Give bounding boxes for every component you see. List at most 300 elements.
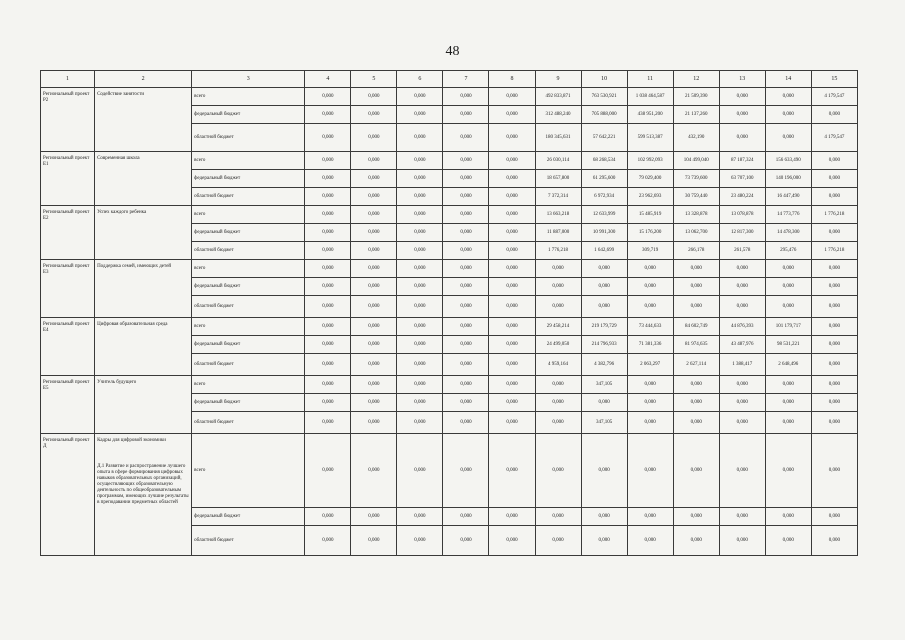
funding-source-cell: федеральный бюджет [192, 278, 305, 296]
value-cell-col-10: 0,000 [581, 434, 627, 508]
value-cell-col-4: 0,000 [305, 88, 351, 106]
value-cell-col-12: 13 062,700 [673, 224, 719, 242]
value-cell-col-6: 0,000 [397, 296, 443, 318]
funding-source-cell: всего [192, 434, 305, 508]
value-cell-col-5: 0,000 [351, 526, 397, 556]
value-cell-col-12: 0,000 [673, 296, 719, 318]
value-cell-col-8: 0,000 [489, 88, 535, 106]
value-cell-col-5: 0,000 [351, 88, 397, 106]
value-cell-col-11: 73 444,633 [627, 318, 673, 336]
value-cell-col-13: 0,000 [719, 394, 765, 412]
measure-cell: Поддержка семей, имеющих детей [95, 260, 192, 318]
column-number-3: 3 [192, 71, 305, 88]
value-cell-col-5: 0,000 [351, 376, 397, 394]
value-cell-col-6: 0,000 [397, 336, 443, 354]
funding-source-cell: областной бюджет [192, 526, 305, 556]
funding-source-cell: всего [192, 152, 305, 170]
value-cell-col-4: 0,000 [305, 242, 351, 260]
value-cell-col-14: 0,000 [765, 376, 811, 394]
value-cell-col-5: 0,000 [351, 206, 397, 224]
value-cell-col-10: 0,000 [581, 260, 627, 278]
column-number-5: 5 [351, 71, 397, 88]
value-cell-col-9: 492 833,871 [535, 88, 581, 106]
value-cell-col-5: 0,000 [351, 106, 397, 124]
funding-source-cell: федеральный бюджет [192, 394, 305, 412]
budget-table-body [41, 88, 858, 556]
value-cell-col-9: 0,000 [535, 260, 581, 278]
value-cell-col-4: 0,000 [305, 124, 351, 152]
value-cell-col-14: 98 531,221 [765, 336, 811, 354]
value-cell-col-11: 102 992,093 [627, 152, 673, 170]
value-cell-col-13: 13 078,878 [719, 206, 765, 224]
value-cell-col-11: 599 513,387 [627, 124, 673, 152]
funding-source-cell: всего [192, 260, 305, 278]
value-cell-col-4: 0,000 [305, 354, 351, 376]
value-cell-col-15: 0,000 [811, 336, 857, 354]
value-cell-col-8: 0,000 [489, 206, 535, 224]
value-cell-col-14: 0,000 [765, 508, 811, 526]
table-row [41, 318, 858, 336]
value-cell-col-12: 13 328,878 [673, 206, 719, 224]
value-cell-col-9: 11 887,000 [535, 224, 581, 242]
value-cell-col-15: 0,000 [811, 106, 857, 124]
value-cell-col-12: 0,000 [673, 376, 719, 394]
value-cell-col-9: 0,000 [535, 434, 581, 508]
value-cell-col-9: 0,000 [535, 296, 581, 318]
funding-source-cell: федеральный бюджет [192, 508, 305, 526]
value-cell-col-5: 0,000 [351, 242, 397, 260]
value-cell-col-13: 43 487,976 [719, 336, 765, 354]
value-cell-col-9: 24 499,050 [535, 336, 581, 354]
table-row [41, 260, 858, 278]
value-cell-col-11: 23 962,693 [627, 188, 673, 206]
value-cell-col-12: 73 739,600 [673, 170, 719, 188]
value-cell-col-5: 0,000 [351, 296, 397, 318]
value-cell-col-12: 0,000 [673, 508, 719, 526]
value-cell-col-4: 0,000 [305, 296, 351, 318]
value-cell-col-6: 0,000 [397, 206, 443, 224]
value-cell-col-15: 0,000 [811, 188, 857, 206]
value-cell-col-9: 0,000 [535, 508, 581, 526]
value-cell-col-11: 15 485,919 [627, 206, 673, 224]
value-cell-col-9: 7 372,314 [535, 188, 581, 206]
value-cell-col-5: 0,000 [351, 278, 397, 296]
value-cell-col-9: 0,000 [535, 394, 581, 412]
value-cell-col-13: 63 707,100 [719, 170, 765, 188]
funding-source-cell: всего [192, 318, 305, 336]
value-cell-col-12: 0,000 [673, 260, 719, 278]
value-cell-col-15: 0,000 [811, 412, 857, 434]
value-cell-col-12: 266,178 [673, 242, 719, 260]
column-number-15: 15 [811, 71, 857, 88]
value-cell-col-13: 0,000 [719, 106, 765, 124]
value-cell-col-7: 0,000 [443, 188, 489, 206]
value-cell-col-5: 0,000 [351, 152, 397, 170]
value-cell-col-4: 0,000 [305, 526, 351, 556]
project-name-cell: Региональный проект Е4 [41, 318, 95, 376]
value-cell-col-15: 0,000 [811, 152, 857, 170]
sub-measure-name: Д.1 Развитие и распространение лучшего опыта в сфере формирования цифровых навыков образовательных организаций, осуществляющих образовательную деятельность по общеобразовательным программам, имеющих лучшие результаты в преподавании предметных областей [97, 464, 189, 505]
value-cell-col-5: 0,000 [351, 170, 397, 188]
value-cell-col-6: 0,000 [397, 224, 443, 242]
value-cell-col-14: 14 773,776 [765, 206, 811, 224]
table-row [41, 434, 858, 508]
value-cell-col-7: 0,000 [443, 318, 489, 336]
value-cell-col-8: 0,000 [489, 394, 535, 412]
value-cell-col-15: 0,000 [811, 170, 857, 188]
value-cell-col-6: 0,000 [397, 394, 443, 412]
value-cell-col-7: 0,000 [443, 152, 489, 170]
value-cell-col-13: 23 480,224 [719, 188, 765, 206]
value-cell-col-13: 0,000 [719, 376, 765, 394]
value-cell-col-15: 0,000 [811, 278, 857, 296]
table-row [41, 376, 858, 394]
value-cell-col-6: 0,000 [397, 170, 443, 188]
value-cell-col-6: 0,000 [397, 188, 443, 206]
measure-cell: Современная школа [95, 152, 192, 206]
value-cell-col-8: 0,000 [489, 242, 535, 260]
value-cell-col-14: 0,000 [765, 434, 811, 508]
value-cell-col-6: 0,000 [397, 526, 443, 556]
value-cell-col-5: 0,000 [351, 124, 397, 152]
column-number-1: 1 [41, 71, 95, 88]
value-cell-col-11: 71 381,336 [627, 336, 673, 354]
funding-source-cell: федеральный бюджет [192, 106, 305, 124]
value-cell-col-8: 0,000 [489, 224, 535, 242]
funding-source-cell: федеральный бюджет [192, 336, 305, 354]
value-cell-col-15: 0,000 [811, 434, 857, 508]
value-cell-col-5: 0,000 [351, 318, 397, 336]
value-cell-col-13: 0,000 [719, 296, 765, 318]
value-cell-col-13: 0,000 [719, 508, 765, 526]
value-cell-col-4: 0,000 [305, 206, 351, 224]
value-cell-col-10: 68 268,534 [581, 152, 627, 170]
value-cell-col-10: 219 179,729 [581, 318, 627, 336]
value-cell-col-15: 0,000 [811, 354, 857, 376]
value-cell-col-7: 0,000 [443, 336, 489, 354]
project-name-cell: Региональный проект Е1 [41, 152, 95, 206]
value-cell-col-4: 0,000 [305, 434, 351, 508]
value-cell-col-14: 0,000 [765, 296, 811, 318]
value-cell-col-15: 0,000 [811, 508, 857, 526]
value-cell-col-7: 0,000 [443, 260, 489, 278]
value-cell-col-9: 0,000 [535, 526, 581, 556]
value-cell-col-10: 347,105 [581, 412, 627, 434]
funding-source-cell: областной бюджет [192, 242, 305, 260]
value-cell-col-10: 0,000 [581, 296, 627, 318]
value-cell-col-9: 0,000 [535, 376, 581, 394]
value-cell-col-15: 1 776,218 [811, 242, 857, 260]
value-cell-col-11: 0,000 [627, 508, 673, 526]
value-cell-col-4: 0,000 [305, 170, 351, 188]
value-cell-col-7: 0,000 [443, 224, 489, 242]
value-cell-col-11: 438 951,200 [627, 106, 673, 124]
value-cell-col-15: 0,000 [811, 376, 857, 394]
value-cell-col-14: 0,000 [765, 260, 811, 278]
value-cell-col-8: 0,000 [489, 376, 535, 394]
value-cell-col-7: 0,000 [443, 394, 489, 412]
value-cell-col-5: 0,000 [351, 412, 397, 434]
value-cell-col-11: 309,719 [627, 242, 673, 260]
value-cell-col-13: 0,000 [719, 278, 765, 296]
value-cell-col-10: 214 796,933 [581, 336, 627, 354]
value-cell-col-8: 0,000 [489, 526, 535, 556]
value-cell-col-7: 0,000 [443, 106, 489, 124]
project-name-cell: Региональный проект Е3 [41, 260, 95, 318]
value-cell-col-6: 0,000 [397, 318, 443, 336]
value-cell-col-11: 0,000 [627, 394, 673, 412]
value-cell-col-7: 0,000 [443, 526, 489, 556]
value-cell-col-12: 432,190 [673, 124, 719, 152]
page-number: 48 [445, 44, 460, 59]
value-cell-col-6: 0,000 [397, 412, 443, 434]
value-cell-col-14: 295,476 [765, 242, 811, 260]
value-cell-col-9: 0,000 [535, 278, 581, 296]
column-number-2: 2 [95, 71, 192, 88]
value-cell-col-6: 0,000 [397, 124, 443, 152]
value-cell-col-10: 0,000 [581, 508, 627, 526]
value-cell-col-5: 0,000 [351, 394, 397, 412]
value-cell-col-6: 0,000 [397, 152, 443, 170]
value-cell-col-4: 0,000 [305, 278, 351, 296]
value-cell-col-7: 0,000 [443, 124, 489, 152]
value-cell-col-7: 0,000 [443, 170, 489, 188]
value-cell-col-11: 1 038 464,587 [627, 88, 673, 106]
value-cell-col-14: 0,000 [765, 412, 811, 434]
value-cell-col-4: 0,000 [305, 152, 351, 170]
value-cell-col-7: 0,000 [443, 376, 489, 394]
value-cell-col-11: 0,000 [627, 412, 673, 434]
column-number-13: 13 [719, 71, 765, 88]
funding-source-cell: федеральный бюджет [192, 224, 305, 242]
value-cell-col-13: 0,000 [719, 88, 765, 106]
value-cell-col-5: 0,000 [351, 354, 397, 376]
value-cell-col-5: 0,000 [351, 188, 397, 206]
value-cell-col-12: 0,000 [673, 412, 719, 434]
value-cell-col-6: 0,000 [397, 508, 443, 526]
value-cell-col-15: 0,000 [811, 296, 857, 318]
column-number-12: 12 [673, 71, 719, 88]
value-cell-col-4: 0,000 [305, 412, 351, 434]
value-cell-col-11: 2 063,297 [627, 354, 673, 376]
value-cell-col-9: 4 959,164 [535, 354, 581, 376]
value-cell-col-8: 0,000 [489, 434, 535, 508]
value-cell-col-7: 0,000 [443, 434, 489, 508]
value-cell-col-12: 0,000 [673, 394, 719, 412]
value-cell-col-4: 0,000 [305, 394, 351, 412]
value-cell-col-8: 0,000 [489, 296, 535, 318]
value-cell-col-14: 0,000 [765, 394, 811, 412]
value-cell-col-12: 0,000 [673, 278, 719, 296]
value-cell-col-10: 10 991,300 [581, 224, 627, 242]
value-cell-col-15: 4 179,547 [811, 88, 857, 106]
column-number-9: 9 [535, 71, 581, 88]
value-cell-col-14: 156 633,490 [765, 152, 811, 170]
value-cell-col-9: 13 663,218 [535, 206, 581, 224]
column-number-7: 7 [443, 71, 489, 88]
value-cell-col-14: 0,000 [765, 278, 811, 296]
value-cell-col-10: 57 642,221 [581, 124, 627, 152]
value-cell-col-5: 0,000 [351, 224, 397, 242]
project-name-cell: Региональный проект Е5 [41, 376, 95, 434]
value-cell-col-12: 30 759,440 [673, 188, 719, 206]
table-row [41, 88, 858, 106]
funding-source-cell: федеральный бюджет [192, 170, 305, 188]
value-cell-col-11: 0,000 [627, 526, 673, 556]
value-cell-col-13: 0,000 [719, 526, 765, 556]
value-cell-col-10: 61 295,600 [581, 170, 627, 188]
value-cell-col-6: 0,000 [397, 354, 443, 376]
value-cell-col-15: 1 776,218 [811, 206, 857, 224]
budget-table-wrapper [40, 70, 858, 556]
value-cell-col-8: 0,000 [489, 318, 535, 336]
value-cell-col-12: 84 602,749 [673, 318, 719, 336]
value-cell-col-8: 0,000 [489, 412, 535, 434]
value-cell-col-11: 0,000 [627, 296, 673, 318]
table-row [41, 206, 858, 224]
funding-source-cell: областной бюджет [192, 354, 305, 376]
value-cell-col-14: 0,000 [765, 526, 811, 556]
column-number-8: 8 [489, 71, 535, 88]
value-cell-col-6: 0,000 [397, 242, 443, 260]
column-number-14: 14 [765, 71, 811, 88]
value-cell-col-14: 0,000 [765, 88, 811, 106]
value-cell-col-7: 0,000 [443, 508, 489, 526]
value-cell-col-13: 0,000 [719, 412, 765, 434]
value-cell-col-8: 0,000 [489, 188, 535, 206]
value-cell-col-9: 29 458,214 [535, 318, 581, 336]
measure-cell: Цифровая образовательная среда [95, 318, 192, 376]
value-cell-col-15: 0,000 [811, 526, 857, 556]
project-name-cell: Региональный проект Р2 [41, 88, 95, 152]
value-cell-col-7: 0,000 [443, 278, 489, 296]
value-cell-col-8: 0,000 [489, 508, 535, 526]
measure-name: Кадры для цифровой экономики [97, 438, 166, 443]
value-cell-col-6: 0,000 [397, 106, 443, 124]
value-cell-col-10: 12 633,999 [581, 206, 627, 224]
value-cell-col-14: 16 447,490 [765, 188, 811, 206]
value-cell-col-4: 0,000 [305, 336, 351, 354]
funding-source-cell: всего [192, 88, 305, 106]
value-cell-col-11: 15 176,200 [627, 224, 673, 242]
funding-source-cell: областной бюджет [192, 296, 305, 318]
value-cell-col-9: 0,000 [535, 412, 581, 434]
value-cell-col-9: 312 488,240 [535, 106, 581, 124]
value-cell-col-10: 347,105 [581, 376, 627, 394]
value-cell-col-12: 2 627,114 [673, 354, 719, 376]
value-cell-col-8: 0,000 [489, 336, 535, 354]
value-cell-col-4: 0,000 [305, 188, 351, 206]
value-cell-col-12: 0,000 [673, 526, 719, 556]
value-cell-col-7: 0,000 [443, 206, 489, 224]
value-cell-col-5: 0,000 [351, 434, 397, 508]
value-cell-col-8: 0,000 [489, 152, 535, 170]
value-cell-col-10: 705 888,000 [581, 106, 627, 124]
value-cell-col-7: 0,000 [443, 354, 489, 376]
column-number-4: 4 [305, 71, 351, 88]
value-cell-col-10: 0,000 [581, 278, 627, 296]
value-cell-col-15: 4 179,547 [811, 124, 857, 152]
value-cell-col-7: 0,000 [443, 242, 489, 260]
value-cell-col-9: 180 345,631 [535, 124, 581, 152]
value-cell-col-14: 14 478,300 [765, 224, 811, 242]
value-cell-col-4: 0,000 [305, 318, 351, 336]
funding-source-cell: областной бюджет [192, 412, 305, 434]
value-cell-col-4: 0,000 [305, 376, 351, 394]
column-number-11: 11 [627, 71, 673, 88]
budget-table [40, 70, 858, 556]
value-cell-col-11: 0,000 [627, 260, 673, 278]
value-cell-col-14: 2 648,496 [765, 354, 811, 376]
value-cell-col-12: 104 499,040 [673, 152, 719, 170]
value-cell-col-6: 0,000 [397, 434, 443, 508]
value-cell-col-8: 0,000 [489, 354, 535, 376]
value-cell-col-14: 140 196,000 [765, 170, 811, 188]
value-cell-col-13: 1 388,417 [719, 354, 765, 376]
measure-cell: Учитель будущего [95, 376, 192, 434]
value-cell-col-8: 0,000 [489, 106, 535, 124]
funding-source-cell: областной бюджет [192, 188, 305, 206]
funding-source-cell: всего [192, 376, 305, 394]
value-cell-col-14: 101 179,717 [765, 318, 811, 336]
value-cell-col-5: 0,000 [351, 336, 397, 354]
value-cell-col-13: 261,578 [719, 242, 765, 260]
value-cell-col-10: 0,000 [581, 394, 627, 412]
value-cell-col-6: 0,000 [397, 260, 443, 278]
funding-source-cell: областной бюджет [192, 124, 305, 152]
value-cell-col-12: 81 974,635 [673, 336, 719, 354]
value-cell-col-8: 0,000 [489, 124, 535, 152]
value-cell-col-4: 0,000 [305, 260, 351, 278]
value-cell-col-15: 0,000 [811, 318, 857, 336]
value-cell-col-8: 0,000 [489, 170, 535, 188]
value-cell-col-10: 1 642,699 [581, 242, 627, 260]
value-cell-col-5: 0,000 [351, 260, 397, 278]
value-cell-col-7: 0,000 [443, 296, 489, 318]
value-cell-col-10: 4 382,796 [581, 354, 627, 376]
value-cell-col-6: 0,000 [397, 88, 443, 106]
value-cell-col-13: 87 187,324 [719, 152, 765, 170]
value-cell-col-13: 0,000 [719, 260, 765, 278]
value-cell-col-13: 0,000 [719, 124, 765, 152]
column-number-10: 10 [581, 71, 627, 88]
project-name-cell: Региональный проект Е2 [41, 206, 95, 260]
value-cell-col-10: 763 530,921 [581, 88, 627, 106]
value-cell-col-14: 0,000 [765, 124, 811, 152]
value-cell-col-9: 18 657,800 [535, 170, 581, 188]
value-cell-col-13: 0,000 [719, 434, 765, 508]
value-cell-col-12: 21 137,260 [673, 106, 719, 124]
value-cell-col-11: 0,000 [627, 434, 673, 508]
value-cell-col-15: 0,000 [811, 224, 857, 242]
value-cell-col-15: 0,000 [811, 394, 857, 412]
value-cell-col-15: 0,000 [811, 260, 857, 278]
value-cell-col-12: 0,000 [673, 434, 719, 508]
value-cell-col-4: 0,000 [305, 508, 351, 526]
value-cell-col-7: 0,000 [443, 88, 489, 106]
value-cell-col-9: 26 030,114 [535, 152, 581, 170]
value-cell-col-11: 0,000 [627, 278, 673, 296]
value-cell-col-4: 0,000 [305, 224, 351, 242]
table-row [41, 152, 858, 170]
measure-cell: Содействие занятости [95, 88, 192, 152]
value-cell-col-5: 0,000 [351, 508, 397, 526]
value-cell-col-9: 1 776,218 [535, 242, 581, 260]
column-number-row [41, 71, 858, 88]
measure-cell: Успех каждого ребенка [95, 206, 192, 260]
value-cell-col-13: 44 876,393 [719, 318, 765, 336]
value-cell-col-6: 0,000 [397, 376, 443, 394]
